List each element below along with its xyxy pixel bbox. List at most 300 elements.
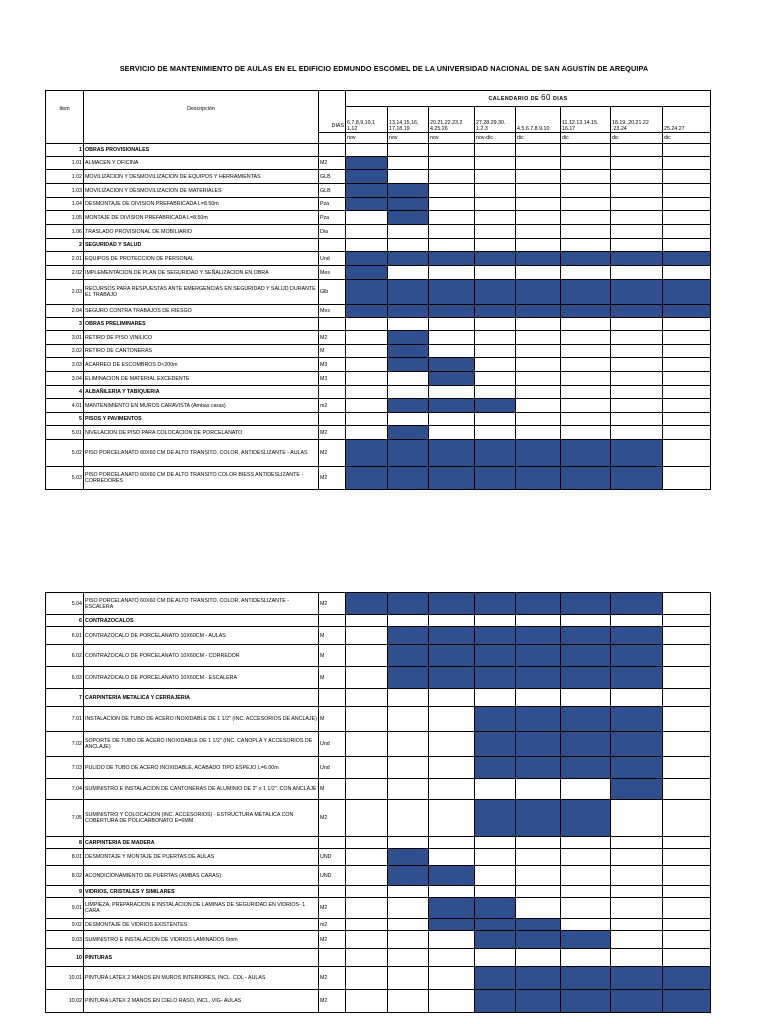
item-description: RETIRO DE PISO VINILICO — [84, 331, 319, 345]
schedule-table-1 — [45, 90, 711, 490]
schedule-empty-cell — [516, 413, 561, 426]
schedule-empty-cell — [475, 345, 516, 358]
schedule-empty-cell — [516, 372, 561, 386]
schedule-empty-cell — [388, 898, 429, 919]
item-unit: M — [319, 707, 346, 732]
schedule-empty-cell — [475, 866, 516, 886]
schedule-bar-cell — [388, 198, 429, 211]
schedule-empty-cell — [663, 372, 711, 386]
schedule-empty-cell — [475, 386, 516, 399]
item-number: 4 — [46, 386, 84, 399]
schedule-empty-cell — [663, 157, 711, 170]
schedule-empty-cell — [475, 318, 516, 331]
schedule-empty-cell — [561, 426, 611, 440]
schedule-empty-cell — [663, 886, 711, 898]
schedule-empty-cell — [475, 837, 516, 849]
item-description: DESMONTAJE DE DIVISION PREFABRICADA L=8.50m — [84, 198, 319, 211]
schedule-empty-cell — [429, 949, 475, 967]
schedule-bar-cell — [561, 990, 611, 1013]
schedule-bar-cell — [388, 627, 429, 645]
schedule-empty-cell — [429, 800, 475, 837]
schedule-bar-cell — [429, 305, 475, 318]
schedule-bar-cell — [561, 757, 611, 779]
item-description: RECURSOS PARA RESPUESTAS ANTE EMERGENCIAS EN SEGURIDAD Y SALUD DURANTE EL TRABAJO — [84, 280, 319, 305]
schedule-bar-cell — [611, 990, 663, 1013]
schedule-empty-cell — [475, 886, 516, 898]
schedule-empty-cell — [663, 386, 711, 399]
schedule-empty-cell — [429, 426, 475, 440]
schedule-empty-cell — [429, 331, 475, 345]
schedule-empty-cell — [346, 919, 388, 931]
schedule-empty-cell — [663, 757, 711, 779]
schedule-empty-cell — [516, 886, 561, 898]
item-description: CONTRAZOCALO DE PORCELANATO 10X60CM - ESCALERA — [84, 667, 319, 689]
section-row — [46, 689, 711, 707]
item-description: PINTURAS — [84, 949, 319, 967]
schedule-empty-cell — [611, 837, 663, 849]
schedule-empty-cell — [561, 386, 611, 399]
schedule-bar-cell — [561, 967, 611, 990]
month-header: nov — [346, 133, 388, 144]
schedule-empty-cell — [663, 931, 711, 949]
schedule-bar-cell — [663, 280, 711, 305]
item-unit: M3 — [319, 372, 346, 386]
schedule-bar-cell — [346, 198, 388, 211]
schedule-empty-cell — [429, 615, 475, 627]
item-unit: m2 — [319, 919, 346, 931]
schedule-bar-cell — [663, 990, 711, 1013]
table-row — [46, 593, 711, 615]
item-number: 7.05 — [46, 800, 84, 837]
schedule-empty-cell — [561, 615, 611, 627]
schedule-empty-cell — [475, 689, 516, 707]
schedule-bar-cell — [346, 593, 388, 615]
item-unit — [319, 837, 346, 849]
schedule-empty-cell — [561, 779, 611, 800]
schedule-empty-cell — [516, 318, 561, 331]
item-unit — [319, 318, 346, 331]
item-number: 7 — [46, 689, 84, 707]
item-unit: Mes — [319, 305, 346, 318]
schedule-bar-cell — [516, 440, 561, 467]
schedule-bar-cell — [516, 252, 561, 266]
schedule-empty-cell — [611, 949, 663, 967]
item-unit: M2 — [319, 898, 346, 919]
schedule-bar-cell — [561, 467, 611, 490]
table-row — [46, 919, 711, 931]
schedule-empty-cell — [663, 593, 711, 615]
item-unit — [319, 886, 346, 898]
schedule-empty-cell — [611, 372, 663, 386]
schedule-empty-cell — [388, 949, 429, 967]
schedule-bar-cell — [475, 667, 516, 689]
schedule-bar-cell — [388, 280, 429, 305]
item-number: 7.04 — [46, 779, 84, 800]
schedule-empty-cell — [561, 144, 611, 157]
item-unit — [319, 386, 346, 399]
item-unit: UND — [319, 849, 346, 866]
item-unit: M — [319, 645, 346, 667]
schedule-empty-cell — [516, 225, 561, 239]
item-number: 5.03 — [46, 467, 84, 490]
item-description: CONTRAZOCALOS — [84, 615, 319, 627]
schedule-bar-cell — [429, 252, 475, 266]
item-number: 3 — [46, 318, 84, 331]
item-unit: M — [319, 667, 346, 689]
schedule-empty-cell — [475, 198, 516, 211]
schedule-empty-cell — [346, 627, 388, 645]
schedule-empty-cell — [475, 157, 516, 170]
item-unit: Und — [319, 252, 346, 266]
schedule-empty-cell — [388, 318, 429, 331]
schedule-empty-cell — [346, 615, 388, 627]
schedule-bar-cell — [611, 252, 663, 266]
item-unit: m2 — [319, 399, 346, 413]
item-unit: GLB — [319, 184, 346, 198]
schedule-empty-cell — [663, 331, 711, 345]
schedule-empty-cell — [561, 849, 611, 866]
item-description: LIMPIEZA, PREPARACION E INSTALACION DE LAMINAS DE SEGURIDAD EN VIDRIOS- 1 CARA — [84, 898, 319, 919]
schedule-empty-cell — [611, 144, 663, 157]
item-description: NIVELACION DE PISO PARA COLOCACION DE PORCELANATO — [84, 426, 319, 440]
item-number: 5.02 — [46, 440, 84, 467]
schedule-bar-cell — [561, 252, 611, 266]
item-number: 8.02 — [46, 866, 84, 886]
schedule-bar-cell — [561, 645, 611, 667]
schedule-bar-cell — [611, 593, 663, 615]
item-number: 7.03 — [46, 757, 84, 779]
schedule-bar-cell — [516, 800, 561, 837]
schedule-empty-cell — [475, 358, 516, 372]
schedule-empty-cell — [475, 266, 516, 280]
table-row — [46, 467, 711, 490]
document-title: SERVICIO DE MANTENIMIENTO DE AULAS EN EL EDIFICIO EDMUNDO ESCOMEL DE LA UNIVERSIDAD NACIONAL DE SAN AGUSTÍN DE AREQUIPA — [119, 64, 649, 73]
schedule-empty-cell — [429, 198, 475, 211]
table-row — [46, 331, 711, 345]
item-number: 9 — [46, 886, 84, 898]
schedule-empty-cell — [346, 949, 388, 967]
schedule-empty-cell — [388, 919, 429, 931]
schedule-bar-cell — [611, 627, 663, 645]
schedule-empty-cell — [346, 898, 388, 919]
schedule-empty-cell — [561, 198, 611, 211]
schedule-bar-cell — [388, 467, 429, 490]
schedule-empty-cell — [663, 837, 711, 849]
schedule-empty-cell — [663, 239, 711, 252]
item-description: CARPINTERIA METALICA Y CERRAJERIA — [84, 689, 319, 707]
schedule-empty-cell — [429, 211, 475, 225]
schedule-empty-cell — [516, 170, 561, 184]
period-header: 18.19..20.21.22 .23.24 — [611, 107, 663, 133]
schedule-empty-cell — [516, 849, 561, 866]
item-unit: Und — [319, 757, 346, 779]
schedule-empty-cell — [663, 440, 711, 467]
month-header: dic — [516, 133, 561, 144]
schedule-bar-cell — [475, 919, 516, 931]
section-row — [46, 949, 711, 967]
item-description: PISO PORCELANATO 60X60 CM DE ALTO TRANSITO COLOR BIESS ANTIDESLIZANTE - CORREDORES — [84, 467, 319, 490]
schedule-bar-cell — [475, 627, 516, 645]
schedule-bar-cell — [475, 967, 516, 990]
schedule-empty-cell — [611, 157, 663, 170]
item-number: 8.01 — [46, 849, 84, 866]
period-header: 11.12.13.14.15. 16.17 — [561, 107, 611, 133]
table-row — [46, 252, 711, 266]
schedule-empty-cell — [388, 386, 429, 399]
schedule-empty-cell — [429, 386, 475, 399]
schedule-bar-cell — [475, 593, 516, 615]
schedule-empty-cell — [663, 667, 711, 689]
schedule-bar-cell — [475, 440, 516, 467]
table-row — [46, 707, 711, 732]
item-description: IMPLEMENTACION DE PLAN DE SEGURIDAD Y SEÑALIZACION EN OBRA — [84, 266, 319, 280]
schedule-empty-cell — [561, 399, 611, 413]
schedule-empty-cell — [516, 615, 561, 627]
schedule-empty-cell — [346, 667, 388, 689]
schedule-bar-cell — [429, 866, 475, 886]
schedule-empty-cell — [663, 732, 711, 757]
schedule-empty-cell — [346, 318, 388, 331]
schedule-bar-cell — [388, 593, 429, 615]
schedule-bar-cell — [663, 305, 711, 318]
schedule-bar-cell — [611, 757, 663, 779]
item-number: 2.01 — [46, 252, 84, 266]
schedule-empty-cell — [516, 345, 561, 358]
schedule-bar-cell — [429, 919, 475, 931]
schedule-empty-cell — [475, 239, 516, 252]
item-description: CARPINTERIA DE MADERA — [84, 837, 319, 849]
schedule-empty-cell — [516, 198, 561, 211]
schedule-empty-cell — [561, 170, 611, 184]
schedule-empty-cell — [663, 800, 711, 837]
schedule-empty-cell — [663, 170, 711, 184]
schedule-empty-cell — [611, 198, 663, 211]
schedule-bar-cell — [516, 707, 561, 732]
schedule-empty-cell — [611, 358, 663, 372]
section-row — [46, 837, 711, 849]
item-unit — [319, 144, 346, 157]
item-unit: M2 — [319, 593, 346, 615]
item-unit: M — [319, 627, 346, 645]
schedule-bar-cell — [516, 667, 561, 689]
schedule-empty-cell — [611, 239, 663, 252]
schedule-bar-cell — [516, 757, 561, 779]
schedule-bar-cell — [516, 967, 561, 990]
schedule-bar-cell — [611, 667, 663, 689]
item-number: 3.01 — [46, 331, 84, 345]
item-number: 1 — [46, 144, 84, 157]
section-row — [46, 413, 711, 426]
schedule-empty-cell — [429, 157, 475, 170]
schedule-empty-cell — [516, 949, 561, 967]
schedule-empty-cell — [388, 239, 429, 252]
schedule-empty-cell — [611, 331, 663, 345]
schedule-empty-cell — [388, 413, 429, 426]
schedule-empty-cell — [475, 849, 516, 866]
item-description: RETIRO DE CANTONERAS — [84, 345, 319, 358]
schedule-empty-cell — [388, 170, 429, 184]
item-number: 1.03 — [46, 184, 84, 198]
schedule-empty-cell — [516, 866, 561, 886]
item-unit: GLB — [319, 170, 346, 184]
schedule-empty-cell — [475, 170, 516, 184]
schedule-bar-cell — [475, 252, 516, 266]
schedule-empty-cell — [388, 707, 429, 732]
schedule-empty-cell — [346, 886, 388, 898]
schedule-bar-cell — [663, 967, 711, 990]
schedule-empty-cell — [475, 211, 516, 225]
schedule-empty-cell — [346, 239, 388, 252]
item-description: PINTURA LATEX 2 MANOS EN CIELO RASO, INCL. VIG- AULAS — [84, 990, 319, 1013]
schedule-empty-cell — [516, 689, 561, 707]
schedule-empty-cell — [388, 689, 429, 707]
schedule-empty-cell — [663, 144, 711, 157]
table-row — [46, 645, 711, 667]
schedule-empty-cell — [346, 779, 388, 800]
item-unit — [319, 239, 346, 252]
schedule-empty-cell — [516, 779, 561, 800]
schedule-bar-cell — [388, 345, 429, 358]
schedule-empty-cell — [561, 919, 611, 931]
schedule-empty-cell — [475, 331, 516, 345]
schedule-bar-cell — [611, 280, 663, 305]
schedule-empty-cell — [663, 413, 711, 426]
item-unit: M2 — [319, 331, 346, 345]
item-number: 1.05 — [46, 211, 84, 225]
schedule-empty-cell — [611, 318, 663, 331]
item-unit: M2 — [319, 440, 346, 467]
table-row — [46, 931, 711, 949]
section-row — [46, 318, 711, 331]
schedule-empty-cell — [516, 386, 561, 399]
item-description: PULIDO DE TUBO DE ACERO INOXIDABLE, ACABADO TIPO ESPEJO L=6.00m — [84, 757, 319, 779]
item-unit — [319, 949, 346, 967]
schedule-bar-cell — [388, 866, 429, 886]
item-description: ALMACEN Y OFICINA — [84, 157, 319, 170]
schedule-empty-cell — [429, 345, 475, 358]
table-row — [46, 866, 711, 886]
item-description: PISO PORCELANATO 60X60 CM DE ALTO TRANSITO, COLOR, ANTIDESLIZANTE - AULAS — [84, 440, 319, 467]
item-description: ACARREO DE ESCOMBROS D<200m — [84, 358, 319, 372]
schedule-empty-cell — [561, 949, 611, 967]
schedule-empty-cell — [561, 157, 611, 170]
schedule-bar-cell — [516, 919, 561, 931]
schedule-bar-cell — [516, 990, 561, 1013]
item-unit: Mes — [319, 266, 346, 280]
schedule-bar-cell — [346, 157, 388, 170]
schedule-empty-cell — [516, 157, 561, 170]
schedule-empty-cell — [429, 170, 475, 184]
schedule-bar-cell — [561, 593, 611, 615]
schedule-empty-cell — [346, 358, 388, 372]
item-unit — [319, 689, 346, 707]
schedule-bar-cell — [346, 305, 388, 318]
schedule-empty-cell — [388, 757, 429, 779]
table-row — [46, 898, 711, 919]
table-row — [46, 157, 711, 170]
schedule-empty-cell — [663, 866, 711, 886]
item-unit — [319, 615, 346, 627]
schedule-bar-cell — [611, 707, 663, 732]
schedule-empty-cell — [516, 266, 561, 280]
item-number: 10.02 — [46, 990, 84, 1013]
schedule-empty-cell — [561, 184, 611, 198]
month-header: nov — [429, 133, 475, 144]
calendar-title: CALENDARIO DE 60 DIAS — [346, 91, 711, 107]
item-description: PISO PORCELANATO 60X60 CM DE ALTO TRANSITO, COLOR, ANTIDESLIZANTE - ESCALERA — [84, 593, 319, 615]
schedule-empty-cell — [611, 386, 663, 399]
table-row — [46, 779, 711, 800]
schedule-empty-cell — [516, 898, 561, 919]
schedule-empty-cell — [516, 399, 561, 413]
table-row — [46, 170, 711, 184]
schedule-bar-cell — [429, 280, 475, 305]
schedule-empty-cell — [516, 239, 561, 252]
schedule-bar-cell — [346, 184, 388, 198]
schedule-empty-cell — [475, 426, 516, 440]
item-unit: M2 — [319, 426, 346, 440]
schedule-bar-cell — [516, 627, 561, 645]
schedule-empty-cell — [429, 931, 475, 949]
schedule-bar-cell — [611, 467, 663, 490]
schedule-empty-cell — [561, 345, 611, 358]
schedule-empty-cell — [429, 239, 475, 252]
schedule-empty-cell — [663, 898, 711, 919]
schedule-bar-cell — [429, 645, 475, 667]
schedule-bar-cell — [516, 931, 561, 949]
item-number: 5.01 — [46, 426, 84, 440]
table-row — [46, 426, 711, 440]
table-row — [46, 399, 711, 413]
month-header: dic — [663, 133, 711, 144]
schedule-empty-cell — [663, 211, 711, 225]
table-row — [46, 627, 711, 645]
schedule-bar-cell — [516, 305, 561, 318]
schedule-empty-cell — [429, 779, 475, 800]
schedule-empty-cell — [663, 426, 711, 440]
item-number: 2 — [46, 239, 84, 252]
schedule-empty-cell — [611, 170, 663, 184]
item-unit: M2 — [319, 967, 346, 990]
item-number: 1.06 — [46, 225, 84, 239]
schedule-bar-cell — [611, 440, 663, 467]
item-number: 4.01 — [46, 399, 84, 413]
schedule-bar-cell — [611, 967, 663, 990]
item-unit: Pza — [319, 211, 346, 225]
schedule-empty-cell — [561, 225, 611, 239]
schedule-empty-cell — [346, 837, 388, 849]
schedule-empty-cell — [346, 967, 388, 990]
schedule-empty-cell — [429, 184, 475, 198]
schedule-empty-cell — [611, 615, 663, 627]
schedule-empty-cell — [611, 849, 663, 866]
item-number: 6.03 — [46, 667, 84, 689]
schedule-bar-cell — [475, 707, 516, 732]
schedule-empty-cell — [611, 426, 663, 440]
item-description: MONTAJE DE DIVISION PREFABRICADA L=8.50m — [84, 211, 319, 225]
schedule-empty-cell — [663, 345, 711, 358]
schedule-empty-cell — [663, 399, 711, 413]
schedule-empty-cell — [388, 800, 429, 837]
item-unit: M — [319, 779, 346, 800]
schedule-empty-cell — [663, 198, 711, 211]
item-unit: UND — [319, 866, 346, 886]
schedule-empty-cell — [663, 689, 711, 707]
schedule-empty-cell — [663, 949, 711, 967]
schedule-empty-cell — [561, 358, 611, 372]
table-row — [46, 184, 711, 198]
schedule-empty-cell — [611, 866, 663, 886]
